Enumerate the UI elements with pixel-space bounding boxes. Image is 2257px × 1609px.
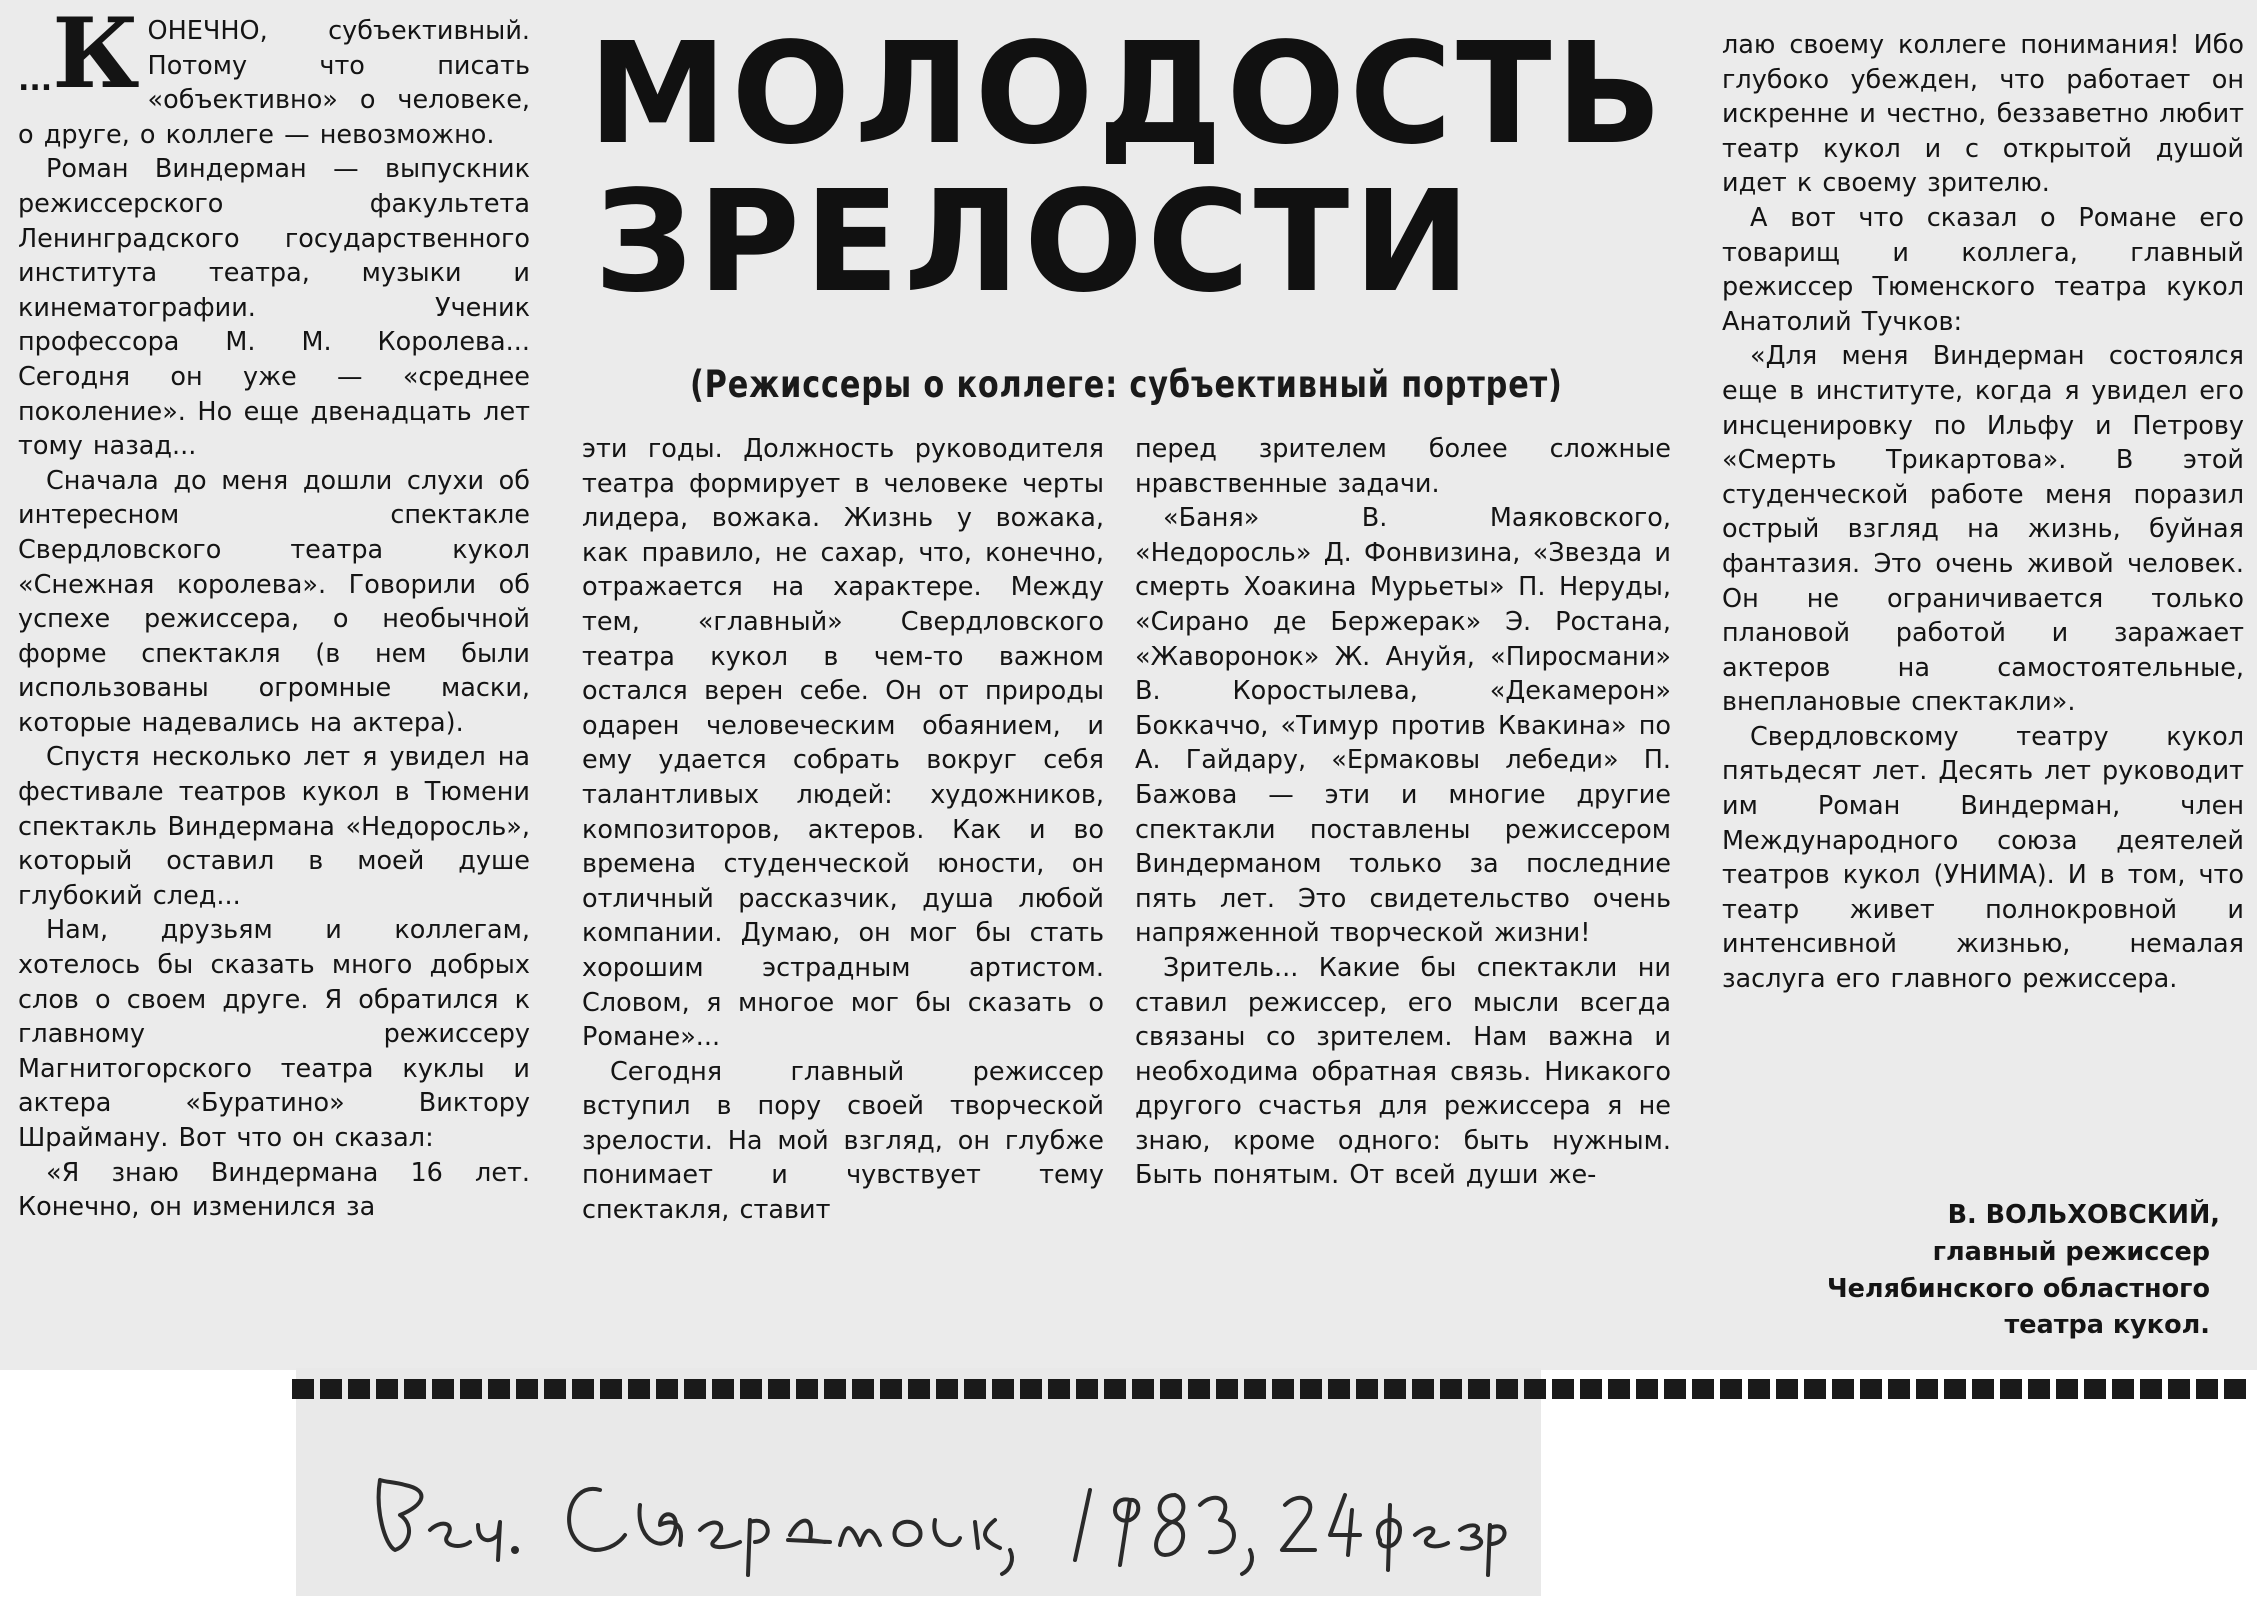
subheadline: (Режиссеры о коллеге: субъективный портрет)	[690, 363, 1563, 406]
paragraph: Свердловскому театру кукол пятьдесят лет. Десять лет руководит им Роман Виндерман, член Международного союза деятелей театров кукол (УНИМА). И в том, что театр живет полнокровной и интенсивной жизнью, немалая заслуга его главного режиссера.	[1722, 721, 2244, 995]
paragraph: эти годы. Должность руководителя театра формирует в человеке черты лидера, вожака. Жизнь у вожака, как правило, не сахар, что, конечно, отражается на характере. Между тем, «главный» Свердловского театра кукол в чем-то важном остался верен себе. Он от природы одарен человеческим обаянием, и ему удается собрать вокруг себя талантливых людей: художников, композиторов, актеров. Как и во времена студенческой юности, он отличный рассказчик, душа любой компании. Думаю, он мог бы стать хорошим эстрадным артистом. Словом, я многое мог бы сказать о Романе»...	[582, 434, 1104, 1053]
handwritten-source-note	[370, 1450, 1510, 1580]
headline-line-2: ЗРЕЛОСТИ	[594, 161, 1475, 324]
paragraph: «Баня» В. Маяковского, «Недоросль» Д. Фонвизина, «Звезда и смерть Хоакина Мурьеты» П. Неруды, «Сирано де Бержерак» Э. Ростана, «Жаворонок» Ж. Ануйя, «Пиросмани» В. Коростылева, «Декамерон» Боккаччо, «Тимур против Квакина» по А. Гайдару, «Ермаковы лебеди» П. Бажова — эти и многие другие спектакли поставлены режиссером Виндерманом только за последние пять лет. Это свидетельство очень напряженной творческой жизни!	[1135, 503, 1671, 949]
paragraph: перед зрителем более сложные нравственные задачи.	[1135, 434, 1671, 499]
author-title: главный режиссер	[1932, 1237, 2210, 1267]
paragraph: ОНЕЧНО, субъективный. Потому что писать «объективно» о человеке, о друге, о коллеге — невозможно.	[18, 16, 530, 150]
paragraph: Зритель... Какие бы спектакли ни ставил режиссер, его мысли всегда связаны со зрителем. Нам важна и необходима обратная связь. Никакого другого счастья для режиссера я не знаю, кроме одного: быть нужным. Быть понятым. От всей души же-	[1135, 952, 1671, 1191]
article-column-4	[1722, 28, 2244, 997]
article-column-3	[1135, 432, 1671, 1193]
paragraph: Сегодня главный режиссер вступил в пору своей творческой зрелости. На мой взгляд, он глубже понимает и чувствует тему спектакля, ставит	[582, 1056, 1104, 1226]
author-title: Челябинского областного	[1827, 1274, 2210, 1304]
paragraph: «Я знаю Виндермана 16 лет. Конечно, он изменился за	[18, 1157, 530, 1223]
author-signature: В. ВОЛЬХОВСКИЙ,	[1947, 1200, 2220, 1230]
paragraph: Сначала до меня дошли слухи об интересном спектакле Свердловского театра кукол «Снежная королева». Говорили об успехе режиссера, о необычной форме спектакля (в нем были использованы огромные маски, которые надевались на актера).	[18, 465, 530, 738]
paragraph: лаю своему коллеге понимания! Ибо глубоко убежден, что работает он искренне и честно, беззаветно любит театр кукол и с открытой душой идет к своему зрителю.	[1722, 30, 2244, 199]
headline-line-1: МОЛОДОСТЬ	[588, 13, 1667, 176]
author-title: театра кукол.	[2004, 1310, 2210, 1340]
paragraph: Роман Виндерман — выпускник режиссерского факультета Ленинградского государственного института театра, музыки и кинематографии. Ученик профессора М. М. Королева... Сегодня он уже — «среднее поколение». Но еще двенадцать лет тому назад...	[18, 154, 530, 462]
article-column-2	[582, 432, 1104, 1228]
paragraph: А вот что сказал о Романе его товарищ и коллега, главный режиссер Тюменского театра кукол Анатолий Тучков:	[1722, 202, 2244, 337]
dropcap-lead: ...	[18, 63, 53, 98]
dropcap-letter: К	[52, 0, 140, 110]
article-column-1	[18, 0, 530, 1225]
paragraph: «Для меня Виндерман состоялся еще в институте, когда я увидел его инсценировку по Ильфу и Петрову «Смерть Трикартова». В этой студенческой работе меня поразил острый взгляд на жизнь, буйная фантазия. Это очень живой человек. Он не ограничивается только плановой работой и заражает актеров на самостоятельные, внеплановые спектакли».	[1722, 341, 2244, 718]
paragraph: Нам, друзьям и коллегам, хотелось бы сказать много добрых слов о своем друге. Я обратился к главному режиссеру Магнитогорского театра куклы и актера «Буратино» Виктору Шрайману. Вот что он сказал:	[18, 915, 530, 1153]
paragraph: Спустя несколько лет я увидел на фестивале театров кукол в Тюмени спектакль Виндермана «Недоросль», который оставил в моей душе глубокий след...	[18, 742, 530, 911]
dashed-separator	[292, 1375, 2247, 1403]
